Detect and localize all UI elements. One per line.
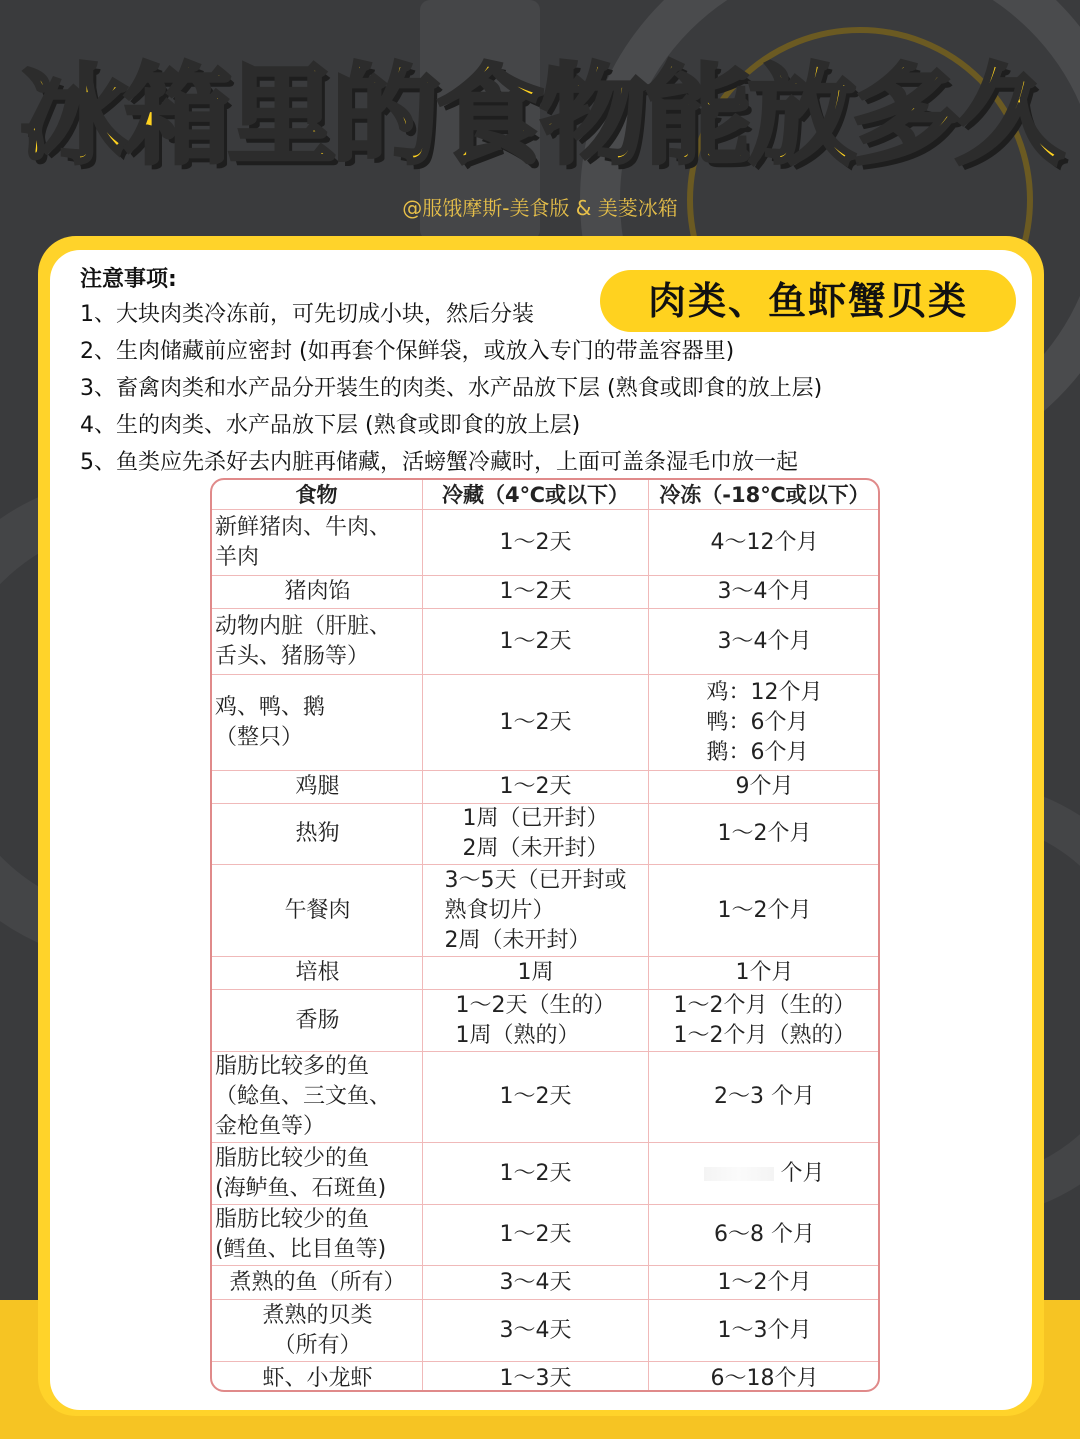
freezer-label: 个月: [780, 1160, 825, 1186]
fridge-label: 1周（已开封） 2周（未开封）: [462, 806, 609, 861]
cell-freezer: 1～2个月: [649, 804, 881, 865]
table-row: [211, 510, 881, 576]
cell-food: [211, 1143, 423, 1205]
header-freezer: 冷冻（-18℃或以下）: [649, 479, 881, 510]
table-row: [211, 1205, 881, 1266]
food-label: 脂肪比较少的鱼 (海鲈鱼、石斑鱼): [215, 1145, 387, 1201]
table-row: [211, 1300, 881, 1362]
fridge-label: 3～5天（已开封或 熟食切片） 2周（未开封）: [444, 867, 627, 953]
cell-freezer: 9个月: [649, 771, 881, 804]
cell-fridge: 1～2天: [423, 675, 649, 771]
cell-food: 热狗: [211, 804, 423, 865]
note-item: 5、鱼类应先杀好去内脏再储藏，活螃蟹冷藏时，上面可盖条湿毛巾放一起: [80, 450, 798, 475]
cell-fridge: 1～2天: [423, 1205, 649, 1266]
freezer-label: 鸡：12个月 鸭：6个月 鹅：6个月: [706, 679, 823, 765]
food-label: 脂肪比较少的鱼 (鳕鱼、比目鱼等): [215, 1207, 387, 1262]
cell-freezer: 3～4个月: [649, 576, 881, 609]
table-row: [211, 576, 881, 609]
cell-freezer: 1～3个月: [649, 1300, 881, 1362]
cell-fridge: [423, 804, 649, 865]
table-row: [211, 957, 881, 990]
cell-freezer: [649, 1143, 881, 1205]
cell-freezer: [649, 675, 881, 771]
food-label: 新鲜猪肉、牛肉、 羊肉: [215, 514, 392, 570]
cell-food: 香肠: [211, 990, 423, 1052]
cell-freezer: 1～2个月: [649, 1266, 881, 1300]
cell-freezer: 6～18个月: [649, 1362, 881, 1393]
cell-food: [211, 1205, 423, 1266]
cell-food: [211, 1052, 423, 1143]
cell-food: 煮熟的鱼（所有）: [211, 1266, 423, 1300]
cell-fridge: 1～2天: [423, 576, 649, 609]
table-row: [211, 1052, 881, 1143]
header-fridge: 冷藏（4℃或以下）: [423, 479, 649, 510]
note-item: 3、畜禽肉类和水产品分开装生的肉类、水产品放下层 (熟食或即食的放上层): [80, 376, 823, 401]
cell-food: [211, 609, 423, 675]
cell-freezer: 2～3 个月: [649, 1052, 881, 1143]
credit-line: @服饿摩斯-美食版 & 美菱冰箱: [402, 196, 678, 220]
table-row: [211, 990, 881, 1052]
table-header-row: [211, 479, 881, 510]
cell-fridge: 1～2天: [423, 510, 649, 576]
storage-table: [210, 478, 880, 1392]
cell-freezer: 3～4个月: [649, 609, 881, 675]
table-row: [211, 771, 881, 804]
cell-fridge: 1～2天: [423, 609, 649, 675]
cell-food: 虾、小龙虾: [211, 1362, 423, 1393]
table-row: [211, 1362, 881, 1393]
cell-fridge: 1～2天: [423, 1052, 649, 1143]
cell-food: [211, 675, 423, 771]
food-label: 脂肪比较多的鱼 （鲶鱼、三文鱼、 金枪鱼等）: [215, 1054, 392, 1139]
table-row: [211, 675, 881, 771]
cell-freezer: 6～8 个月: [649, 1205, 881, 1266]
header-food: 食物: [211, 479, 423, 510]
freezer-label: 1～2个月（生的） 1～2个月（熟的）: [673, 992, 856, 1048]
note-item: 4、生的肉类、水产品放下层 (熟食或即食的放上层): [80, 413, 581, 438]
cell-fridge: [423, 865, 649, 957]
page-title: 冰箱里的食物能放多久: [19, 54, 1060, 179]
table-row: [211, 609, 881, 675]
food-label: 动物内脏（肝脏、 舌头、猪肠等）: [215, 613, 392, 669]
cell-fridge: 3～4天: [423, 1266, 649, 1300]
cell-freezer: 1～2个月: [649, 865, 881, 957]
category-badge: 肉类、鱼虾蟹贝类: [600, 270, 1016, 332]
obscured-value: [704, 1167, 774, 1181]
table-row: [211, 865, 881, 957]
cell-fridge: 1～3天: [423, 1362, 649, 1393]
cell-fridge: 1周: [423, 957, 649, 990]
cell-food: [211, 510, 423, 576]
note-item: 1、大块肉类冷冻前，可先切成小块，然后分装: [80, 302, 534, 327]
cell-fridge: [423, 990, 649, 1052]
food-label: 煮熟的贝类 （所有）: [262, 1302, 373, 1358]
cell-fridge: 1～2天: [423, 771, 649, 804]
cell-freezer: 4～12个月: [649, 510, 881, 576]
table-row: [211, 1266, 881, 1300]
fridge-label: 1～2天（生的） 1周（熟的）: [455, 992, 616, 1048]
cell-food: 猪肉馅: [211, 576, 423, 609]
cell-fridge: 3～4天: [423, 1300, 649, 1362]
cell-freezer: 1个月: [649, 957, 881, 990]
table-row: [211, 804, 881, 865]
note-item: 2、生肉储藏前应密封 (如再套个保鲜袋，或放入专门的带盖容器里): [80, 339, 735, 364]
cell-freezer: [649, 990, 881, 1052]
cell-food: 午餐肉: [211, 865, 423, 957]
table-row: [211, 1143, 881, 1205]
cell-food: 培根: [211, 957, 423, 990]
notes-title: 注意事项:: [80, 267, 177, 292]
cell-food: [211, 1300, 423, 1362]
food-label: 鸡、鸭、鹅 （整只）: [215, 694, 326, 750]
cell-food: 鸡腿: [211, 771, 423, 804]
cell-fridge: 1～2天: [423, 1143, 649, 1205]
